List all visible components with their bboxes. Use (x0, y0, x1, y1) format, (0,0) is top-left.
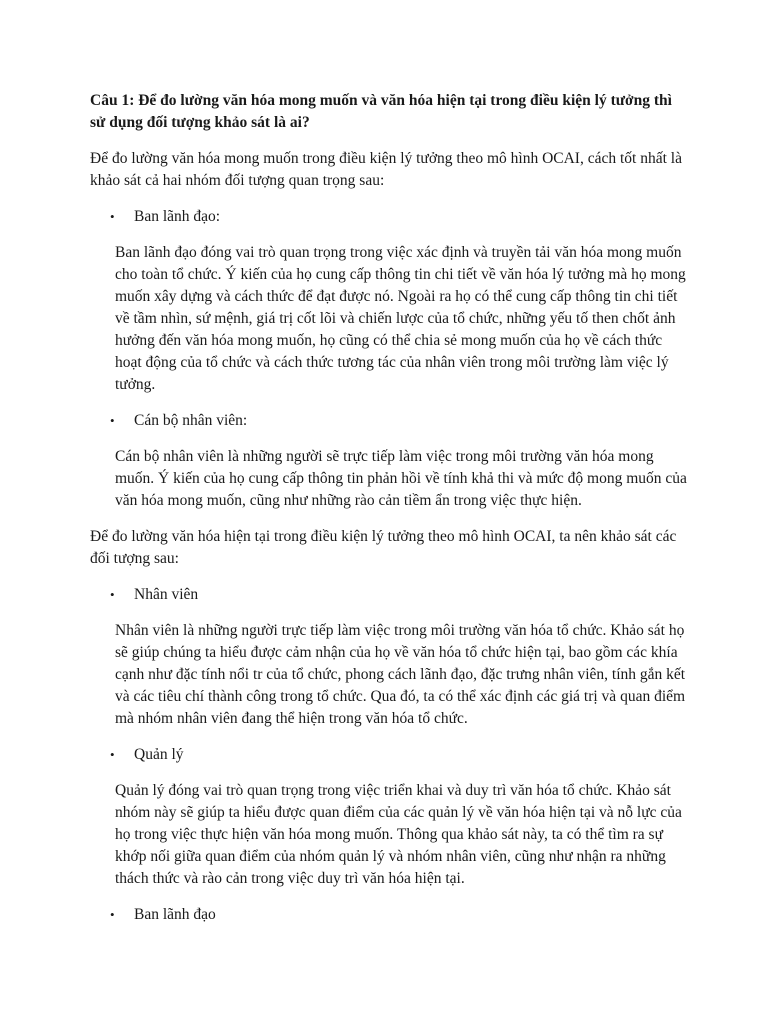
bullet-paragraph: Ban lãnh đạo đóng vai trò quan trọng trong việc xác định và truyền tải văn hóa mong muốn cho toàn tổ chức. Ý kiến của họ cung cấp thông tin chi tiết về văn hóa lý tưởng mà họ mong muốn xây dựng và cách thức để đạt được nó. Ngoài ra họ có thể cung cấp thông tin chi tiết về tầm nhìn, sứ mệnh, giá trị cốt lõi và chiến lược của tổ chức, những yếu tố then chốt ảnh hưởng đến văn hóa mong muốn, họ cũng có thể chia sẻ mong muốn của họ về cách thức hoạt động của tổ chức và cách thức tương tác của nhân viên trong môi trường làm việc lý tưởng. (115, 244, 686, 393)
bullet-item-nhan-vien (90, 584, 690, 606)
bullet-label: Cán bộ nhân viên: (134, 412, 248, 429)
section1-intro: Để đo lường văn hóa mong muốn trong điều kiện lý tưởng theo mô hình OCAI, cách tốt nhất là khảo sát cả hai nhóm đối tượng quan trọng sau: (90, 150, 682, 189)
bullet-item-can-bo-nhan-vien (90, 410, 690, 432)
bullet-item-ban-lanh-dao-1 (90, 206, 690, 228)
section2-intro: Để đo lường văn hóa hiện tại trong điều kiện lý tưởng theo mô hình OCAI, ta nên khảo sát các đối tượng sau: (90, 528, 677, 567)
bullet-paragraph: Cán bộ nhân viên là những người sẽ trực tiếp làm việc trong môi trường văn hóa mong muốn. Ý kiến của họ cung cấp thông tin phản hồi về tính khả thi và mức độ mong muốn của văn hóa mong muốn, cũng như những rào cản tiềm ẩn trong việc thực hiện. (115, 448, 687, 509)
bullet-label: Quản lý (134, 746, 184, 763)
bullet-icon: • (110, 907, 115, 922)
bullet-icon: • (110, 587, 115, 602)
document-page (90, 90, 690, 940)
bullet-label: Ban lãnh đạo (134, 906, 216, 923)
bullet-item-quan-ly (90, 744, 690, 766)
question-heading: Câu 1: Để đo lường văn hóa mong muốn và văn hóa hiện tại trong điều kiện lý tưởng thì sử dụng đối tượng khảo sát là ai? (90, 92, 672, 131)
bullet-icon: • (110, 209, 115, 224)
bullet-icon: • (110, 413, 115, 428)
bullet-paragraph: Quản lý đóng vai trò quan trọng trong việc triển khai và duy trì văn hóa tổ chức. Khảo sát nhóm này sẽ giúp ta hiểu được quan điểm của các quản lý về văn hóa hiện tại và nỗ lực của họ trong việc thực hiện văn hóa mong muốn. Thông qua khảo sát này, ta có thể tìm ra sự khớp nối giữa quan điểm của nhóm quản lý và nhóm nhân viên, cũng như nhận ra những thách thức và rào cản trong việc duy trì văn hóa hiện tại. (115, 782, 682, 887)
bullet-item-ban-lanh-dao-2 (90, 904, 690, 926)
bullet-paragraph: Nhân viên là những người trực tiếp làm việc trong môi trường văn hóa tổ chức. Khảo sát họ sẽ giúp chúng ta hiểu được cảm nhận của họ về văn hóa tổ chức hiện tại, bao gồm các khía cạnh như đặc tính nổi tr của tổ chức, phong cách lãnh đạo, đặc trưng nhân viên, tính gắn kết và các tiêu chí thành công trong tổ chức. Qua đó, ta có thể xác định các giá trị và quan điểm mà nhóm nhân viên đang thể hiện trong văn hóa tổ chức. (115, 622, 686, 727)
bullet-label: Ban lãnh đạo: (134, 208, 221, 225)
bullet-label: Nhân viên (134, 586, 199, 603)
bullet-icon: • (110, 747, 115, 762)
